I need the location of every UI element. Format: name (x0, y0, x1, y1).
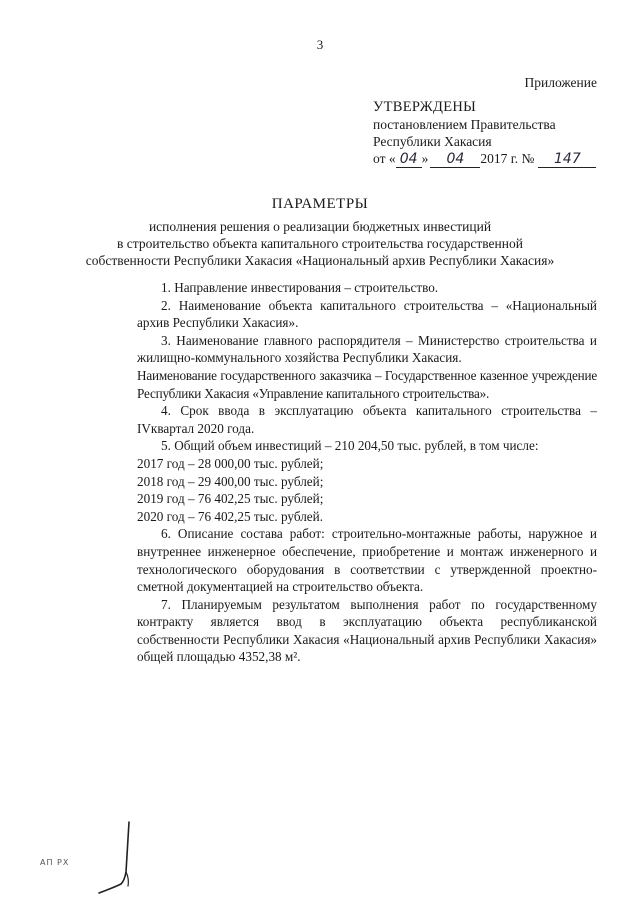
item-2: 2. Наименование объекта капитального строительства – «Национальный архив Республики Хакасия». (137, 297, 597, 331)
approval-line-1: постановлением Правительства (373, 117, 556, 132)
item-5-2019: 2019 год – 76 402,25 тыс. рублей; (137, 491, 324, 507)
approval-line-2: Республики Хакасия (373, 134, 492, 149)
document-subtitle (0, 218, 640, 269)
date-day: 04 (396, 152, 422, 168)
item-5: 5. Общий объем инвестиций – 210 204,50 тыс. рублей, в том числе: (161, 438, 539, 454)
item-3: 3. Наименование главного распорядителя – Министерство строительства и жилищно-коммунального хозяйства Республики Хакасия. (137, 332, 597, 366)
date-month: 04 (430, 152, 480, 168)
approval-block (373, 99, 613, 168)
subtitle-line-3: собственности Республики Хакасия «Национальный архив Республики Хакасия» (85, 253, 555, 268)
document-title: ПАРАМЕТРЫ (271, 196, 369, 212)
appendix-label: Приложение (524, 75, 597, 90)
approval-date-line (373, 150, 613, 168)
archive-stamp: АП РХ (40, 858, 70, 867)
item-4: 4. Срок ввода в эксплуатацию объекта капитального строительства – IVквартал 2020 года. (137, 403, 597, 436)
document-body (137, 279, 597, 666)
subtitle-line-2: в строительство объекта капитального строительства государственной (117, 236, 523, 251)
resolution-number: 147 (538, 152, 596, 168)
item-5-2017: 2017 год – 28 000,00 тыс. рублей; (137, 455, 324, 471)
page-number: 3 (316, 37, 324, 52)
subtitle-line-1: исполнения решения о реализации бюджетных инвестиций (148, 219, 492, 234)
approval-heading: УТВЕРЖДЕНЫ (373, 99, 477, 115)
item-7: 7. Планируемым результатом выполнения работ по государственному контракту является ввод в эксплуатацию объекта республиканской собственности Республики Хакасия «Национальный архив Республики Хакасия» общей площадью 4352,38 м². (137, 596, 597, 665)
item-5-2020: 2020 год – 76 402,25 тыс. рублей. (137, 508, 323, 524)
item-5-2018: 2018 год – 29 400,00 тыс. рублей; (137, 473, 324, 489)
date-mid: » (421, 151, 429, 166)
item-1: 1. Направление инвестирования – строительство. (161, 280, 439, 295)
signature-mark (95, 820, 155, 895)
date-prefix: от « (373, 151, 396, 166)
date-year: 2017 г. № (480, 151, 535, 166)
item-6: 6. Описание состава работ: строительно-монтажные работы, наружное и внутреннее инженерное обеспечение, приобретение и монтаж инженерного и технологического оборудования в соответствии с утвержденной проектно-сметной документацией на строительство объекта. (137, 526, 597, 595)
item-3-customer: Наименование государственного заказчика – Государственное казенное учреждение Республики Хакасия «Управление капитального строительства». (137, 367, 597, 401)
